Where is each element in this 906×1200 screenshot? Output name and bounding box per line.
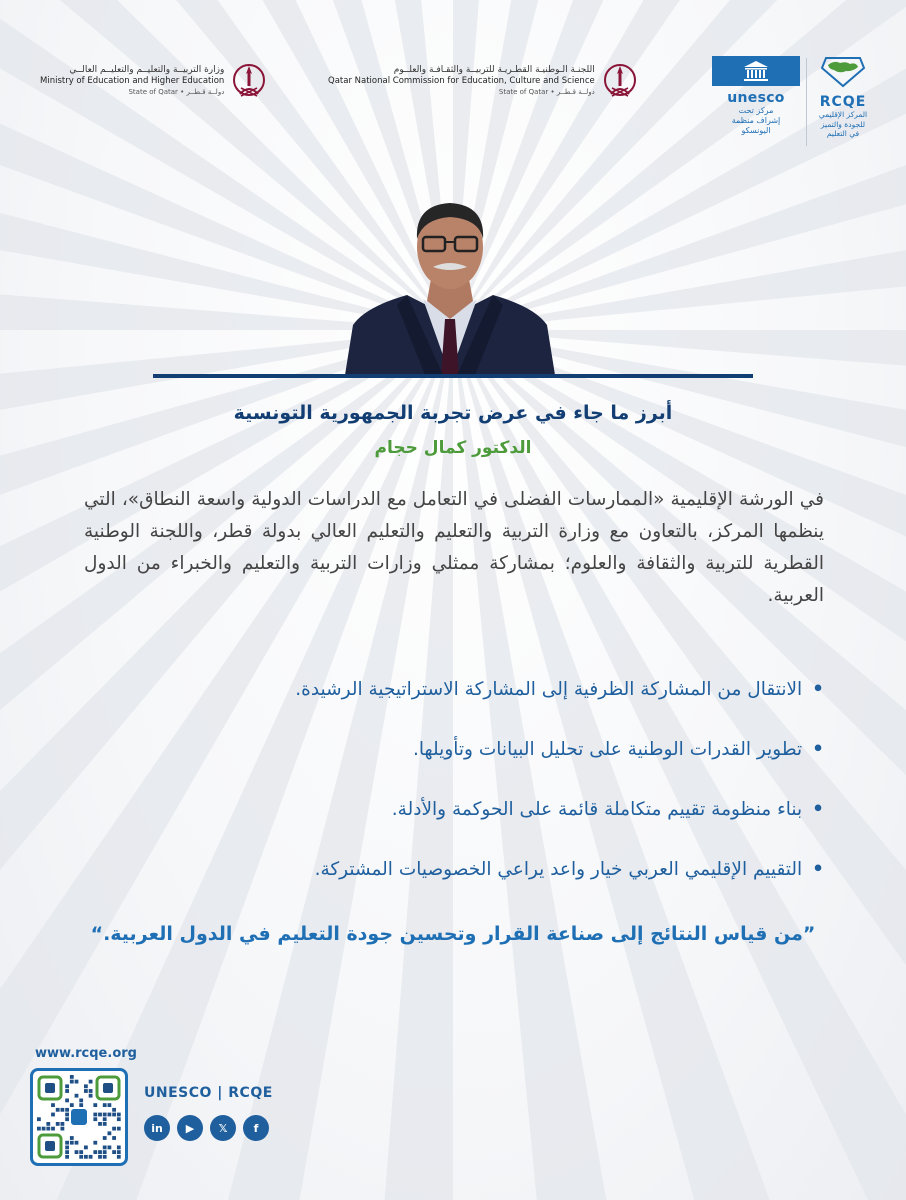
facebook-icon[interactable]: f	[243, 1115, 269, 1141]
qr-module	[84, 1146, 88, 1150]
qr-module	[108, 1131, 112, 1135]
qr-module	[75, 1141, 79, 1145]
key-points-list	[100, 670, 824, 910]
qr-module	[89, 1094, 93, 1098]
list-item-text: بناء منظومة تقييم متكاملة قائمة على الحوكمة والأدلة.	[391, 799, 803, 820]
qr-module	[46, 1122, 50, 1126]
qr-module	[51, 1103, 55, 1107]
qr-module	[70, 1141, 74, 1145]
x-twitter-icon[interactable]: 𝕏	[210, 1115, 236, 1141]
list-item	[100, 670, 824, 730]
moe-name-en: Ministry of Education and Higher Education	[40, 75, 225, 86]
qnc-name-en: Qatar National Commission for Education, Culture and Science	[328, 75, 595, 86]
qr-module	[89, 1080, 93, 1084]
qr-module	[103, 1113, 107, 1117]
qr-module	[70, 1075, 74, 1079]
moe-logo	[40, 58, 266, 104]
qr-module	[98, 1150, 102, 1154]
qr-module	[70, 1080, 74, 1084]
qr-module	[84, 1084, 88, 1088]
qr-module	[103, 1117, 107, 1121]
qr-code-icon[interactable]	[30, 1068, 128, 1166]
rcqe-wordmark: RCQE	[819, 94, 867, 110]
qr-module	[108, 1113, 112, 1117]
qr-module	[65, 1146, 69, 1150]
qr-module	[65, 1108, 69, 1112]
qr-module	[117, 1113, 121, 1117]
qr-module	[65, 1150, 69, 1154]
intro-paragraph-text: في الورشة الإقليمية «الممارسات الفضلى في التعامل مع الدراسات الدولية واسعة النطاق»، التي ينظمها المركز، بالتعاون مع وزارة التربية والتعليم والتعليم العالي بدولة قطر، واللجنة الوطنية القطرية للتربية والثقافة والعلوم؛ بمشاركة ممثلي وزارات التربية والتعليم والخبراء من الدول العربية.	[84, 489, 824, 606]
bullet-dot-icon: •	[812, 799, 824, 820]
qr-module	[65, 1155, 69, 1159]
highlight-quote: ”من قياس النتائج إلى صناعة القرار وتحسين جودة التعليم في الدول العربية.“	[90, 923, 816, 945]
qnc-name-ar: اللجنـة الـوطنيـة القطـريـة للتربيــة والثقـافـة والعلــوم	[393, 64, 595, 75]
qr-module	[75, 1080, 79, 1084]
rcqe-sub-3: في التعليم	[826, 129, 860, 138]
qr-module	[112, 1150, 116, 1154]
qr-module	[112, 1108, 116, 1112]
qr-module	[89, 1089, 93, 1093]
social-links	[144, 1115, 269, 1141]
rcqe-sub-2: للجودة والتميز	[820, 119, 866, 129]
qr-module	[84, 1155, 88, 1159]
moe-state: State of Qatar • دولــة قـطــر	[128, 87, 225, 96]
qr-module	[117, 1117, 121, 1121]
unesco-wordmark: unesco	[727, 90, 785, 106]
unesco-temple-icon	[712, 56, 800, 86]
page-title: أبرز ما جاء في عرض تجربة الجمهورية التونسية	[233, 402, 673, 424]
unesco-sub-1: مركز تحت	[738, 106, 774, 115]
rcqe-sub-1: المركز الإقليمي	[818, 110, 868, 119]
qr-module	[37, 1117, 41, 1121]
qatar-emblem-icon	[603, 58, 637, 104]
list-item	[100, 790, 824, 850]
qr-module	[103, 1150, 107, 1154]
list-item-text: الانتقال من المشاركة الظرفية إلى المشاركة الاستراتيجية الرشيدة.	[295, 679, 803, 700]
qnc-state: State of Qatar • دولــة قـطــر	[498, 87, 595, 96]
qr-module	[103, 1146, 107, 1150]
qr-module	[112, 1113, 116, 1117]
qr-module	[117, 1150, 121, 1154]
rcqe-map-icon	[820, 52, 866, 88]
qr-module	[75, 1094, 79, 1098]
qr-module	[75, 1150, 79, 1154]
portrait-underline	[153, 374, 753, 378]
unesco-sub-3: اليونسكو	[741, 126, 771, 135]
intro-paragraph	[84, 484, 824, 612]
qr-module	[65, 1141, 69, 1145]
qr-module	[70, 1103, 74, 1107]
qr-module	[89, 1155, 93, 1159]
qr-module	[79, 1155, 83, 1159]
qr-module	[117, 1127, 121, 1131]
qr-module	[112, 1136, 116, 1140]
qr-module	[103, 1136, 107, 1140]
qr-module	[61, 1122, 65, 1126]
qnc-logo-text	[328, 65, 595, 98]
qr-module	[51, 1127, 55, 1131]
qr-module	[65, 1117, 69, 1121]
youtube-icon[interactable]: ▶	[177, 1115, 203, 1141]
qr-module	[65, 1113, 69, 1117]
qr-module	[65, 1089, 69, 1093]
qr-module	[61, 1108, 65, 1112]
qr-module	[79, 1150, 83, 1154]
qr-module	[56, 1122, 60, 1126]
qr-module	[93, 1117, 97, 1121]
qr-module	[93, 1141, 97, 1145]
unesco-sub-2: إشراف منظمة	[731, 116, 781, 125]
list-item-text: تطوير القدرات الوطنية على تحليل البيانات وتأويلها.	[413, 739, 803, 760]
qr-module	[93, 1150, 97, 1154]
bullet-dot-icon: •	[812, 859, 824, 880]
qr-module	[61, 1127, 65, 1131]
qr-module	[103, 1155, 107, 1159]
unesco-logo	[712, 56, 800, 146]
logo-divider	[806, 58, 807, 146]
qr-module	[70, 1136, 74, 1140]
qr-module	[46, 1127, 50, 1131]
qr-module	[93, 1103, 97, 1107]
qr-module	[98, 1113, 102, 1117]
list-item	[100, 850, 824, 910]
moe-logo-text	[40, 65, 224, 98]
bullet-dot-icon: •	[812, 739, 824, 760]
qr-module	[112, 1127, 116, 1131]
moe-name-ar: وزارة التربيــة والتعليــم والتعليــم العالــي	[69, 64, 225, 75]
qr-module	[65, 1099, 69, 1103]
qr-module	[117, 1146, 121, 1150]
list-item-text: التقييم الإقليمي العربي خيار واعد يراعي الخصوصيات المشتركة.	[314, 859, 803, 880]
qr-module	[56, 1108, 60, 1112]
qr-module	[103, 1103, 107, 1107]
qr-module	[79, 1103, 83, 1107]
list-item	[100, 730, 824, 790]
qr-module	[79, 1099, 83, 1103]
qatar-emblem-icon	[232, 58, 266, 104]
qr-module	[98, 1122, 102, 1126]
qr-module	[98, 1155, 102, 1159]
qr-module	[108, 1103, 112, 1107]
linkedin-icon[interactable]: in	[144, 1115, 170, 1141]
qr-module	[65, 1084, 69, 1088]
speaker-portrait	[345, 195, 555, 375]
speaker-name: الدكتور كمال حجام	[374, 438, 532, 458]
qr-module	[37, 1127, 41, 1131]
qr-module	[103, 1122, 107, 1126]
qnc-logo	[328, 58, 637, 104]
qr-module	[84, 1089, 88, 1093]
qr-module	[42, 1127, 46, 1131]
website-link[interactable]: www.rcqe.org	[35, 1046, 137, 1061]
qr-module	[51, 1113, 55, 1117]
qr-module	[108, 1146, 112, 1150]
social-label: UNESCO | RCQE	[144, 1085, 273, 1101]
qr-module	[93, 1113, 97, 1117]
bullet-dot-icon: •	[812, 679, 824, 700]
qr-module	[117, 1155, 121, 1159]
rcqe-logo	[812, 52, 874, 152]
